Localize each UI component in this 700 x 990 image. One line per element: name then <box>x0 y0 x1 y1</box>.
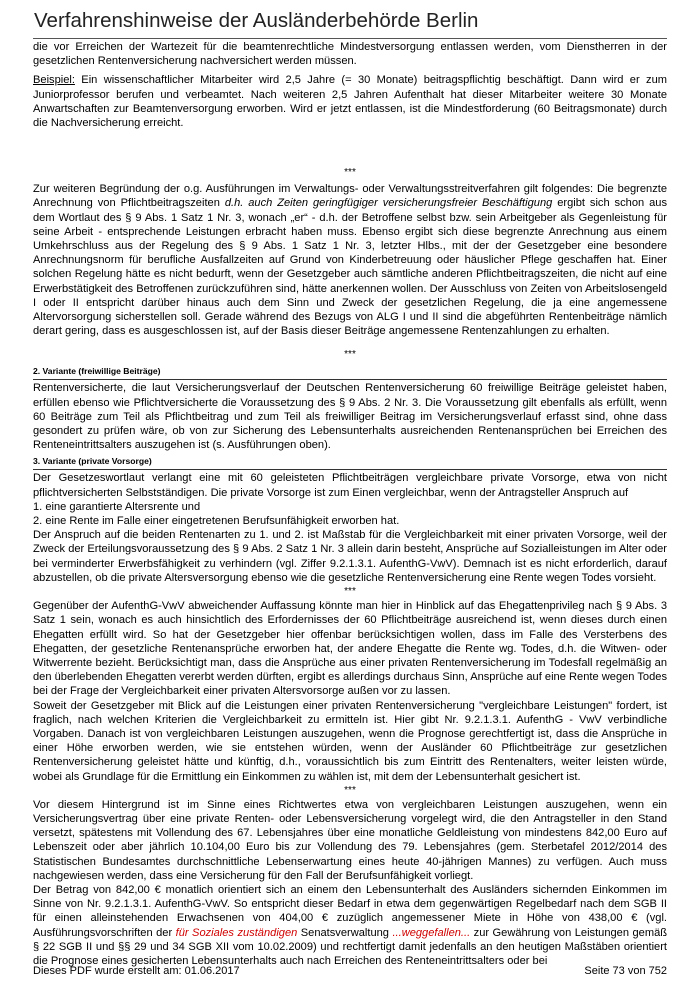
footer-created-date: Dieses PDF wurde erstellt am: 01.06.2017 <box>33 965 240 977</box>
page-title: Verfahrenshinweise der Ausländerbehörde Berlin <box>34 9 479 32</box>
list-item: 2. eine Rente im Falle einer eingetretenen Berufsunfähigkeit erworben hat. <box>33 515 400 528</box>
footer-page-number: Seite 73 von 752 <box>584 965 667 977</box>
justification-text-1: Zur weiteren Begründung der o.g. Ausführungen im Verwaltungs- oder Verwaltungsstreitverfahren gilt folgendes: Die begrenzte Anrechnung von Pflichtbeitragszeiten <box>33 183 667 210</box>
amount-text-1: Der Betrag von 842,00 € monatlich orientiert sich an einem den Lebensunterhalt des Ausländers sichernden Einkommen im Sinne von Nr. 9.2.1.3.1. AufenthG-VwV. So entspricht dieser Bedarf in etwa dem gegenwärtigen Regelbedarf nach dem SGB II für einen alleinstehenden Erwachsenen von 404,00 € zuzüglich angemessener Miete in Höhe von 438,00 € (vgl. Ausführungsvorschriften der <box>33 883 667 939</box>
example-label: Beispiel: <box>33 74 75 87</box>
document-body <box>33 40 667 968</box>
justification-paragraph <box>33 182 667 338</box>
amount-text-2: Senatsverwaltung <box>297 926 393 939</box>
variant3-section <box>33 469 667 585</box>
example-paragraph <box>33 73 667 130</box>
justification-text-2: ergibt sich schon aus dem Wortlaut des § 9 Abs. 1 Satz 1 Nr. 3, wonach „er“ - d.h. der Betroffene selbst bzw. sein Arbeitgeber als Gegenleistung für seine Arbeit - entsprechende Leistungen erbracht haben muss. Ebenso ergibt sich diese begrenzte Anrechnung aus einem Umkehrschluss aus der Regelung des § 9 Abs. 1 Satz 1 Nr. 3, letzter Hlbs., mit der der Gesetzgeber eine besondere Anrechnungsnorm für berufliche Ausfallzeiten auf Grund von Kinderbetreuung oder häuslicher Pflege geschaffen hat. Einer solchen Regelung hätte es nicht bedurft, wenn der Gesetzgeber auch sämtliche anderen Pflichtbeitragszeiten, die nicht auf eine Erwerbstätigkeit des Betroffenen zurückzuführen sind, hätte anerkennen wollen. Der Ausschluss von Zeiten von Arbeitslosengeld I oder II entspricht darüber hinaus auch dem Sinn und Zweck der gesetzlichen Regelung, die ja eine angemessene Altervorsorgung sicherstellen soll. Gerade während des Bezugs von ALG I und II sind die abgeführten Rentenbeiträge nämlich derart gering, dass es ausgeschlossen ist, auf der Basis dieser Beiträge angemessene Rentenzahlungen zu erhalten. <box>33 197 667 338</box>
separator: *** <box>344 784 356 796</box>
amount-text-3: zur Gewährung von Leistungen gemäß § 22 SGB II und §§ 29 und 34 SGB XII vom 10.02.2009) und rechtfertigt damit jedenfalls an den heutigen Maßstäben orientiert die Prognose eines gesicherten Lebensunterhalts auch nach Erreichen des Renteneintrittsalters oder bei <box>33 926 668 967</box>
spouse-paragraph: Gegenüber der AufenthG-VwV abweichender Auffassung könnte man hier in Hinblick auf das Ehegattenprivileg nach § 9 Abs. 3 Satz 1 sein, wonach es auch hinsichtlich des Erfordernisses der 60 Pflichtbeiträge ausreichend ist, wenn dieses durch einen Ehegatten erfüllt wird. So hat der Gesetzgeber hier offenbar berücksichtigen wollen, dass im Falle des Versterbens des Ehegatten, der gesetzliche Rentenansprüche erworben hat, der andere Ehegatte die Rente wg. Todes, d.h. die Witwen- oder Witwerrente bezieht. Berücksichtigt man, dass die Ansprüche aus einer privaten Rentenversicherung im Todesfall regelmäßig an den überlebenden Ehegatten vererbt werden dürften, ergibt es allerdings durchaus Sinn, Ansprüche auf eine Rente wegen Todes bei der Frage der Vergleichbarkeit einer privaten Altersvorsorge außen vor zu lassen. <box>33 600 667 698</box>
comparable-paragraph: Soweit der Gesetzgeber mit Blick auf die Leistungen einer privaten Rentenversicherung "vergleichbare Leistungen" fordert, ist fraglich, nach welchen Kriterien die Vergleichbarkeit zu ermitteln ist. Hier gibt Nr. 9.2.1.3.1. AufenthG - VwV verbindliche Vorgaben. Danach ist von vergleichbaren Leistungen auszugehen, wenn die Prognose gerechtfertigt ist, dass die Ansprüche in einer Höhe erworben werden, wie sie entstehen würden, wenn der Ausländer 60 Pflichtbeiträge zur gesetzlichen Rentenversicherung geleistet hätte und künftig, d.h., voraussichtlich bis zum Eintritt des Rentenalters, weiter leisten würde, wobei als Grundlage für die Ermittlung ein Einkommen zu wählen ist, mit dem der Lebensunterhalt gesichert ist. <box>33 699 667 783</box>
variant2-section <box>33 379 667 452</box>
separator: *** <box>344 586 356 598</box>
variant2-heading: 2. Variante (freiwillige Beiträge) <box>33 366 161 377</box>
variant3-text-1: Der Gesetzeswortlaut verlangt eine mit 60 geleisteten Pflichtbeiträgen vergleichbare private Vorsorge, etwa von nicht pflichtversicherten Selbstständigen. Die private Vorsorge ist zum Einen vergleichbar, wenn der Antragsteller Anspruch auf <box>33 472 667 499</box>
amount-red-1: für Soziales zuständigen <box>175 926 298 939</box>
example-text: Ein wissenschaftlicher Mitarbeiter wird 2,5 Jahre (= 30 Monate) beitragspflichtig beschäftigt. Dann wird er zum Juniorprofessor berufen und verbeamtet. Nach weiteren 2,5 Jahren Aufenthalt hat dieser Mitarbeiter weitere 30 Monate Anwartschaften zur Beamtenversorgung erworben. Wird er jetzt entlassen, ist die Mindestforderung (60 Beitragsmonate) durch die Nachversicherung erreicht. <box>33 74 667 130</box>
list-item: 1. eine garantierte Altersrente und <box>33 500 201 513</box>
variant3-heading: 3. Variante (private Vorsorge) <box>33 456 152 467</box>
amount-paragraph <box>33 883 667 968</box>
separator: *** <box>344 349 356 361</box>
intro-paragraph: die vor Erreichen der Wartezeit für die beamtenrechtliche Mindestversorgung entlassen werden, vom Dienstherren in der gesetzlichen Rentenversicherung nachversichert werden müssen. <box>33 41 667 68</box>
variant2-text: Rentenversicherte, die laut Versicherungsverlauf der Deutschen Rentenversicherung 60 freiwillige Beiträge geleistet haben, erfüllen ebenso wie Pflichtversicherte die Voraussetzung des § 9 Abs. 2 Nr. 3. Die Voraussetzung gilt ebenfalls als erfüllt, wenn 60 Beiträge zum Teil als Pflichtbeitrag und zum Teil als freiwilliger Beitrag im Versicherungsverlauf erfasst sind, ohne dass gesondert zu prüfen wäre, ob von zur Sicherung des Lebensunterhalts ausreichenden Rentenansprüchen bei Erreichen des Renteneintrittsalters auszugehen ist (s. Ausführungen oben). <box>33 382 667 452</box>
separator: *** <box>344 167 356 179</box>
variant3-text-2: Der Anspruch auf die beiden Rentenarten zu 1. und 2. ist Maßstab für die Vergleichbarkeit mit einer privaten Vorsorge, weil der Zweck der Erteilungsvoraussetzung des § 9 Abs. 2 Satz 1 Nr. 3 allein darin besteht, Ansprüche auf Sozialleistungen im Alter oder bei verminderter Erwerbsfähigkeit zu verhindern (vgl. Ziffer 9.2.1.3.1. AufenthG-VwV). Demnach ist es nicht erforderlich, darauf abzustellen, ob die private Altersversorgung ebenso wie die gesetzliche Rentenversicherung eine Rente wegen Todes vorsieht. <box>33 529 667 584</box>
amount-red-2: ...weggefallen... <box>392 926 471 939</box>
page-header <box>33 0 667 39</box>
background-paragraph: Vor diesem Hintergrund ist im Sinne eines Richtwertes etwa von vergleichbaren Leistungen auszugehen, wenn ein Versicherungsvertrag über eine private Renten- oder Lebensversicherung vorgelegt wird, die den Antragsteller in den Stand versetzt, spätestens mit Vollendung des 67. Lebensjahres über eine monatliche Geldleistung von mindestens 842,00 Euro auf Lebenszeit oder aber jährlich 10.104,00 Euro bis zur Vollendung des 79. Lebensjahres (gem. Sterbetafel 2012/2014 des Statistischen Bundesamtes durchschnittliche Lebenserwartung eines heute 40-jährigen Mannes) zu verfügen. Auch muss nachgewiesen werden, dass eine Versicherung für den Fall der Berufsunfähigkeit vorliegt. <box>33 798 667 882</box>
justification-italic: d.h. auch Zeiten geringfügiger versicherungsfreier Beschäftigung <box>224 197 553 210</box>
